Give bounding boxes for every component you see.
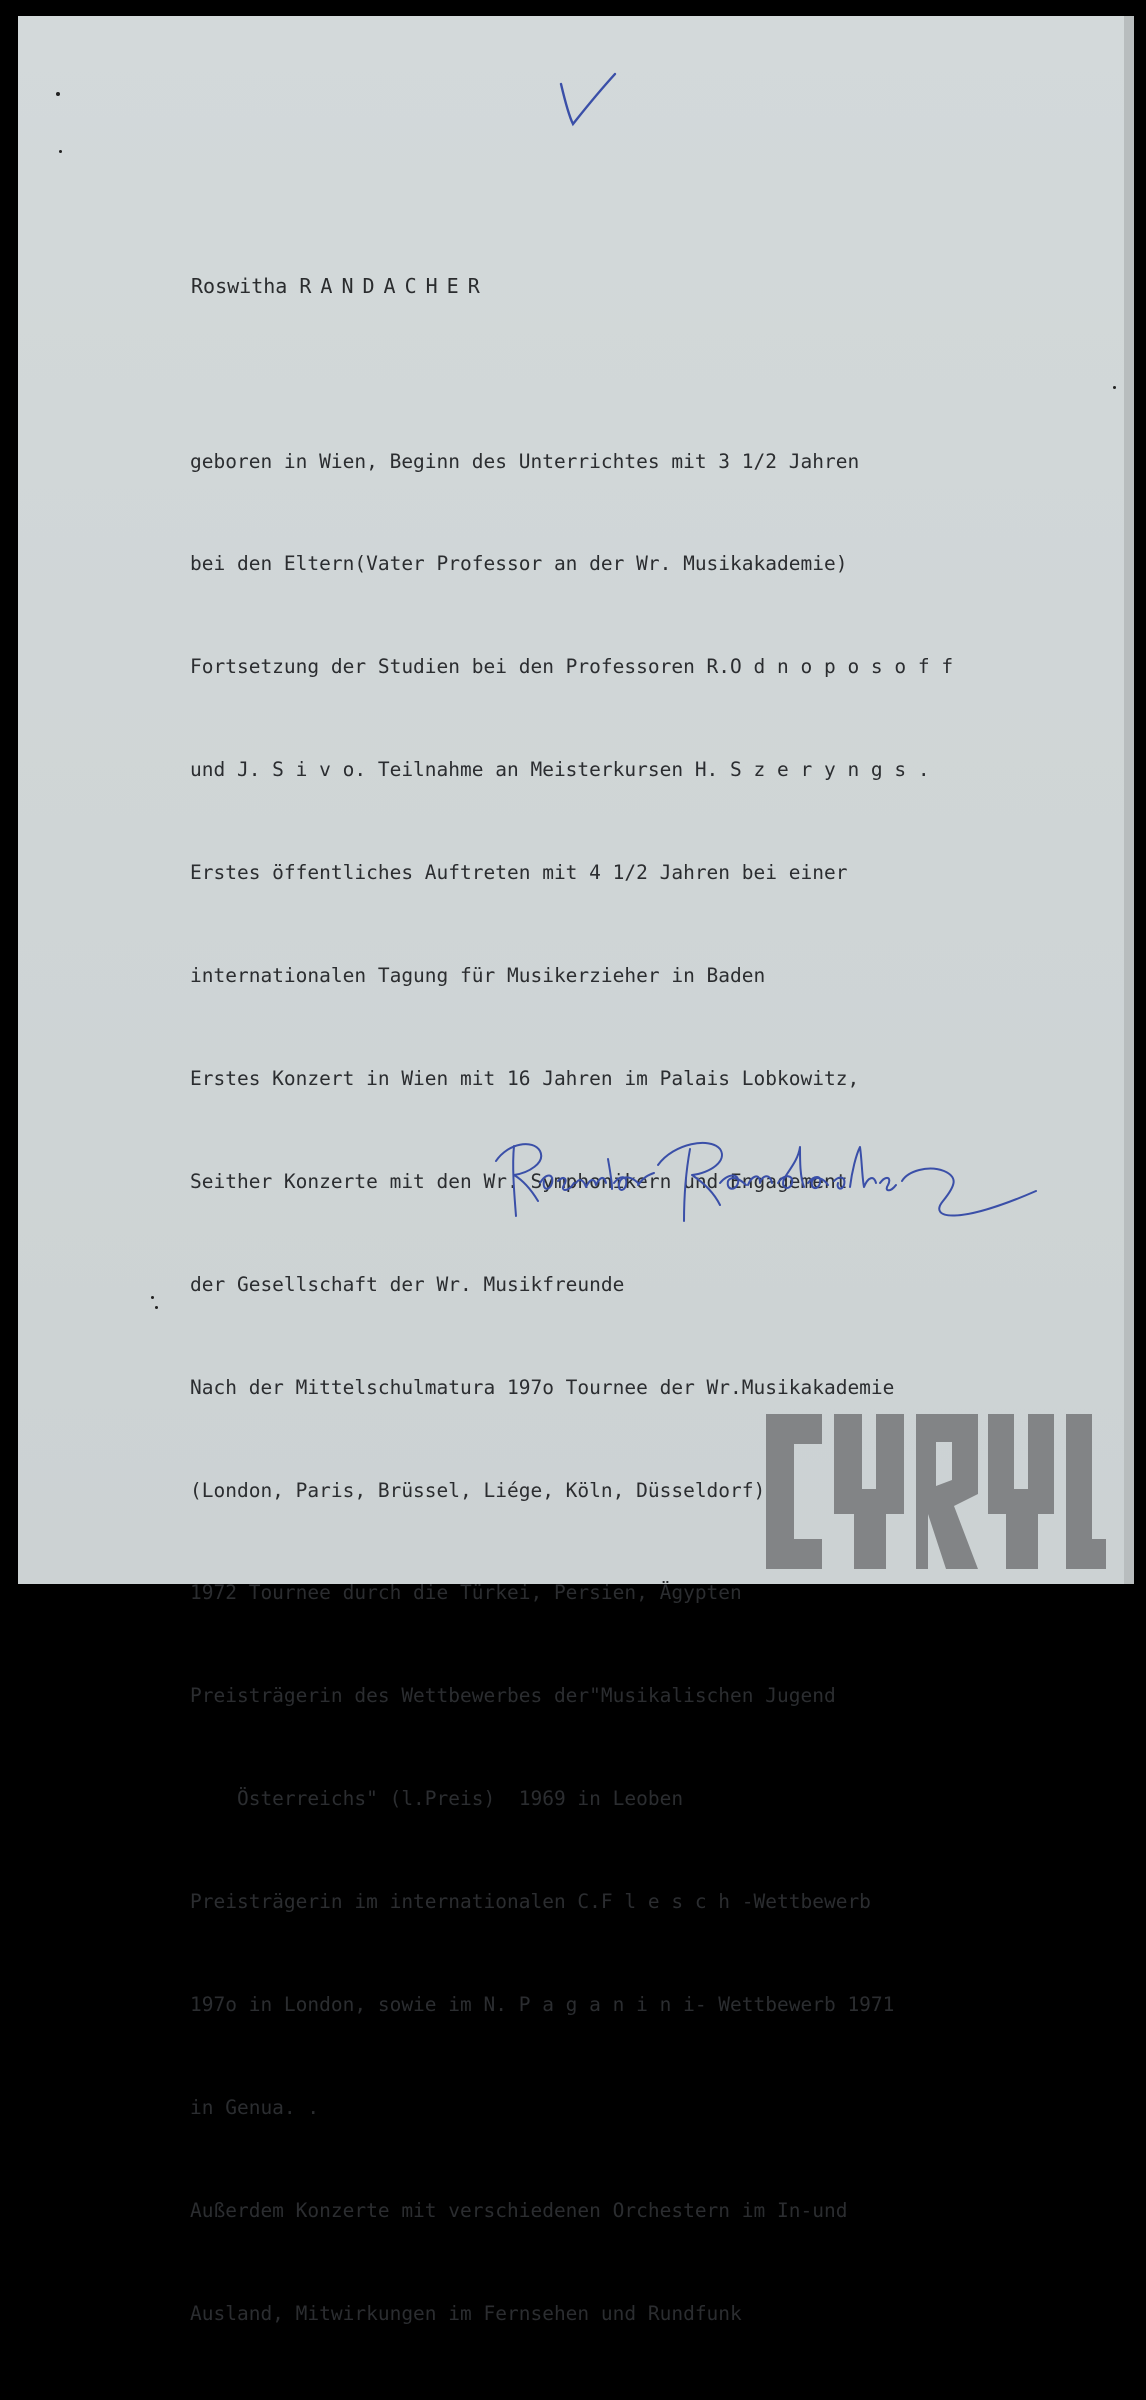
handwritten-check-mark [553, 66, 623, 141]
person-name-heading [191, 274, 489, 298]
handwritten-signature [488, 1121, 1048, 1251]
first-name: Roswitha [191, 274, 288, 298]
text-line: internationalen Tagung für Musikerzieher in Baden [190, 964, 766, 988]
paper-speck [151, 1296, 154, 1299]
text-line: 1972 Tournee durch die Türkei, Persien, Ägypten [190, 1581, 742, 1605]
biography-text [190, 376, 953, 2400]
text-line: Fortsetzung der Studien bei den Professoren R.O d n o p o s o f f [190, 655, 954, 679]
paper-speck [59, 150, 62, 153]
text-line: Ausland, Mitwirkungen im Fernsehen und Rundfunk [190, 2301, 742, 2325]
page-edge [1124, 16, 1134, 1584]
text-line: in Genua. . [190, 2095, 320, 2119]
text-line: Außerdem Konzerte mit verschiedenen Orchestern im In-und [190, 2198, 848, 2222]
text-line: Nach der Mittelschulmatura 197o Tournee der Wr.Musikakademie [190, 1375, 895, 1399]
text-line: Seither Konzerte mit den Wr. Symphonikern und Engagement [190, 1169, 848, 1193]
text-line: und J. S i v o. Teilnahme an Meisterkursen H. S z e r y n g s . [190, 758, 930, 782]
text-line: geboren in Wien, Beginn des Unterrichtes mit 3 1/2 Jahren [190, 449, 860, 473]
text-line: Österreichs" (l.Preis) 1969 in Leoben [190, 1787, 684, 1811]
surname: RANDACHER [299, 274, 489, 298]
paper-speck [155, 1306, 158, 1309]
text-line: Erstes Konzert in Wien mit 16 Jahren im Palais Lobkowitz, [190, 1066, 860, 1090]
text-line: bei den Eltern(Vater Professor an der Wr. Musikakademie) [190, 552, 848, 576]
text-line: (London, Paris, Brüssel, Liége, Köln, Düsseldorf) [190, 1478, 766, 1502]
cyryl-watermark-logo [766, 1394, 1106, 1572]
text-line: der Gesellschaft der Wr. Musikfreunde [190, 1272, 625, 1296]
text-line: 197o in London, sowie im N. P a g a n i n i- Wettbewerb 1971 [190, 1992, 895, 2016]
text-line: Preisträgerin im internationalen C.F l e s c h -Wettbewerb [190, 1890, 871, 1914]
document-page [18, 16, 1134, 2325]
paper-speck [56, 92, 60, 96]
text-line: Preisträgerin des Wettbewerbes der"Musikalischen Jugend [190, 1684, 836, 1708]
text-line: Erstes öffentliches Auftreten mit 4 1/2 Jahren bei einer [190, 861, 848, 885]
paper-speck [1113, 386, 1116, 389]
